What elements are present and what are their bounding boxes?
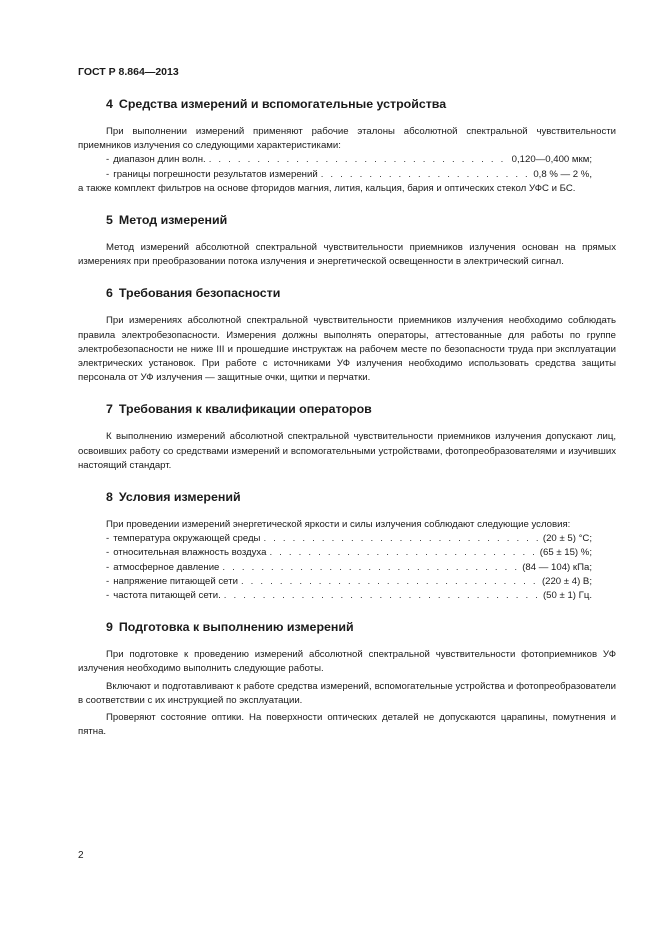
- section-heading: 7 Требования к квалификации операторов: [106, 402, 372, 417]
- list-item: - частота питающей сети. . . . (50 ± 1) Гц.: [78, 589, 616, 603]
- item-value: (20 ± 5) °С;: [542, 533, 592, 545]
- paragraph: а также комплект фильтров на основе фторидов магния, лития, кальция, бария и оптических стекол УФС и БС.: [78, 182, 576, 194]
- list-item: - относительная влажность воздуха . . . (65 ± 15) %;: [78, 546, 616, 560]
- item-label: границы погрешности результатов измерений: [113, 168, 318, 180]
- section-7: [78, 401, 616, 473]
- item-label: атмосферное давление: [113, 561, 220, 573]
- section-heading: 5 Метод измерений: [106, 213, 228, 228]
- item-value: (65 ± 15) %;: [539, 547, 592, 559]
- list-item: - границы погрешности результатов измерений . . . 0,8 % — 2 %,: [78, 168, 616, 182]
- list-item: - температура окружающей среды . . . (20 ± 5) °С;: [78, 532, 616, 546]
- item-value: (220 ± 4) В;: [541, 575, 592, 587]
- item-label: напряжение питающей сети: [113, 575, 238, 587]
- section-6: [78, 285, 616, 385]
- section-9: [78, 619, 616, 739]
- section-heading: 9 Подготовка к выполнению измерений: [106, 620, 354, 635]
- document-header: ГОСТ Р 8.864—2013: [78, 66, 179, 78]
- section-heading: 6 Требования безопасности: [106, 286, 281, 301]
- list-item: - диапазон длин волн. . . . 0,120—0,400 мкм;: [78, 153, 616, 167]
- paragraph: При проведении измерений энергетической яркости и силы излучения соблюдают следующие условия:: [106, 519, 571, 531]
- item-value: 0,8 % — 2 %,: [533, 168, 592, 180]
- section-5: [78, 212, 616, 269]
- page-number: 2: [78, 850, 84, 861]
- section-4: [78, 96, 616, 196]
- item-value: (84 — 104) кПа;: [522, 561, 592, 573]
- document-body: [78, 96, 616, 755]
- item-label: диапазон длин волн.: [113, 154, 206, 166]
- section-8: [78, 489, 616, 603]
- paragraph: При измерениях абсолютной спектральной чувствительности приемников излучения необходимо соблюдать правила электробезопасности. Измерения должны выполнять операторы, аттестованные для работы по группе электробезопасности не ниже III и прошедшие инструктаж на рабочем месте по безопасности труда при эксплуатации электрических установок. При работе с источниками УФ излучения необходимо использовать средства защиты персонала от УФ излучения — защитные очки, щитки и перчатки.: [78, 315, 616, 384]
- item-value: 0,120—0,400 мкм;: [511, 154, 592, 166]
- paragraph: К выполнению измерений абсолютной спектральной чувствительности приемников излучения допускают лиц, освоивших работу со средствами измерений и вспомогательными устройствами, фотопреобразователями и изучивших настоящий стандарт.: [78, 431, 616, 471]
- paragraph: Включают и подготавливают к работе средства измерений, вспомогательные устройства и фотопреобразователи в соответствии с их инструкцией по эксплуатации.: [78, 680, 616, 706]
- item-value: (50 ± 1) Гц.: [542, 590, 592, 602]
- item-label: частота питающей сети.: [113, 590, 221, 602]
- list-item: - атмосферное давление . . . (84 — 104) кПа;: [78, 561, 616, 575]
- list-item: - напряжение питающей сети . . . (220 ± 4) В;: [78, 575, 616, 589]
- paragraph: При выполнении измерений применяют рабочие эталоны абсолютной спектральной чувствительности приемников излучения со следующими характеристиками:: [78, 126, 616, 152]
- item-label: температура окружающей среды: [113, 533, 261, 545]
- paragraph: Метод измерений абсолютной спектральной чувствительности приемников излучения основан на прямых измерениях при преобразовании потока излучения и энергетической освещенности в электрический сигнал.: [78, 242, 616, 268]
- paragraph: Проверяют состояние оптики. На поверхности оптических деталей не допускаются царапины, помутнения и пятна.: [78, 712, 616, 738]
- section-heading: 8 Условия измерений: [106, 490, 241, 505]
- item-label: относительная влажность воздуха: [113, 547, 267, 559]
- section-heading: 4 Средства измерений и вспомогательные устройства: [106, 97, 447, 111]
- paragraph: При подготовке к проведению измерений абсолютной спектральной чувствительности фотоприемников УФ излучения необходимо выполнить следующие работы.: [78, 649, 616, 675]
